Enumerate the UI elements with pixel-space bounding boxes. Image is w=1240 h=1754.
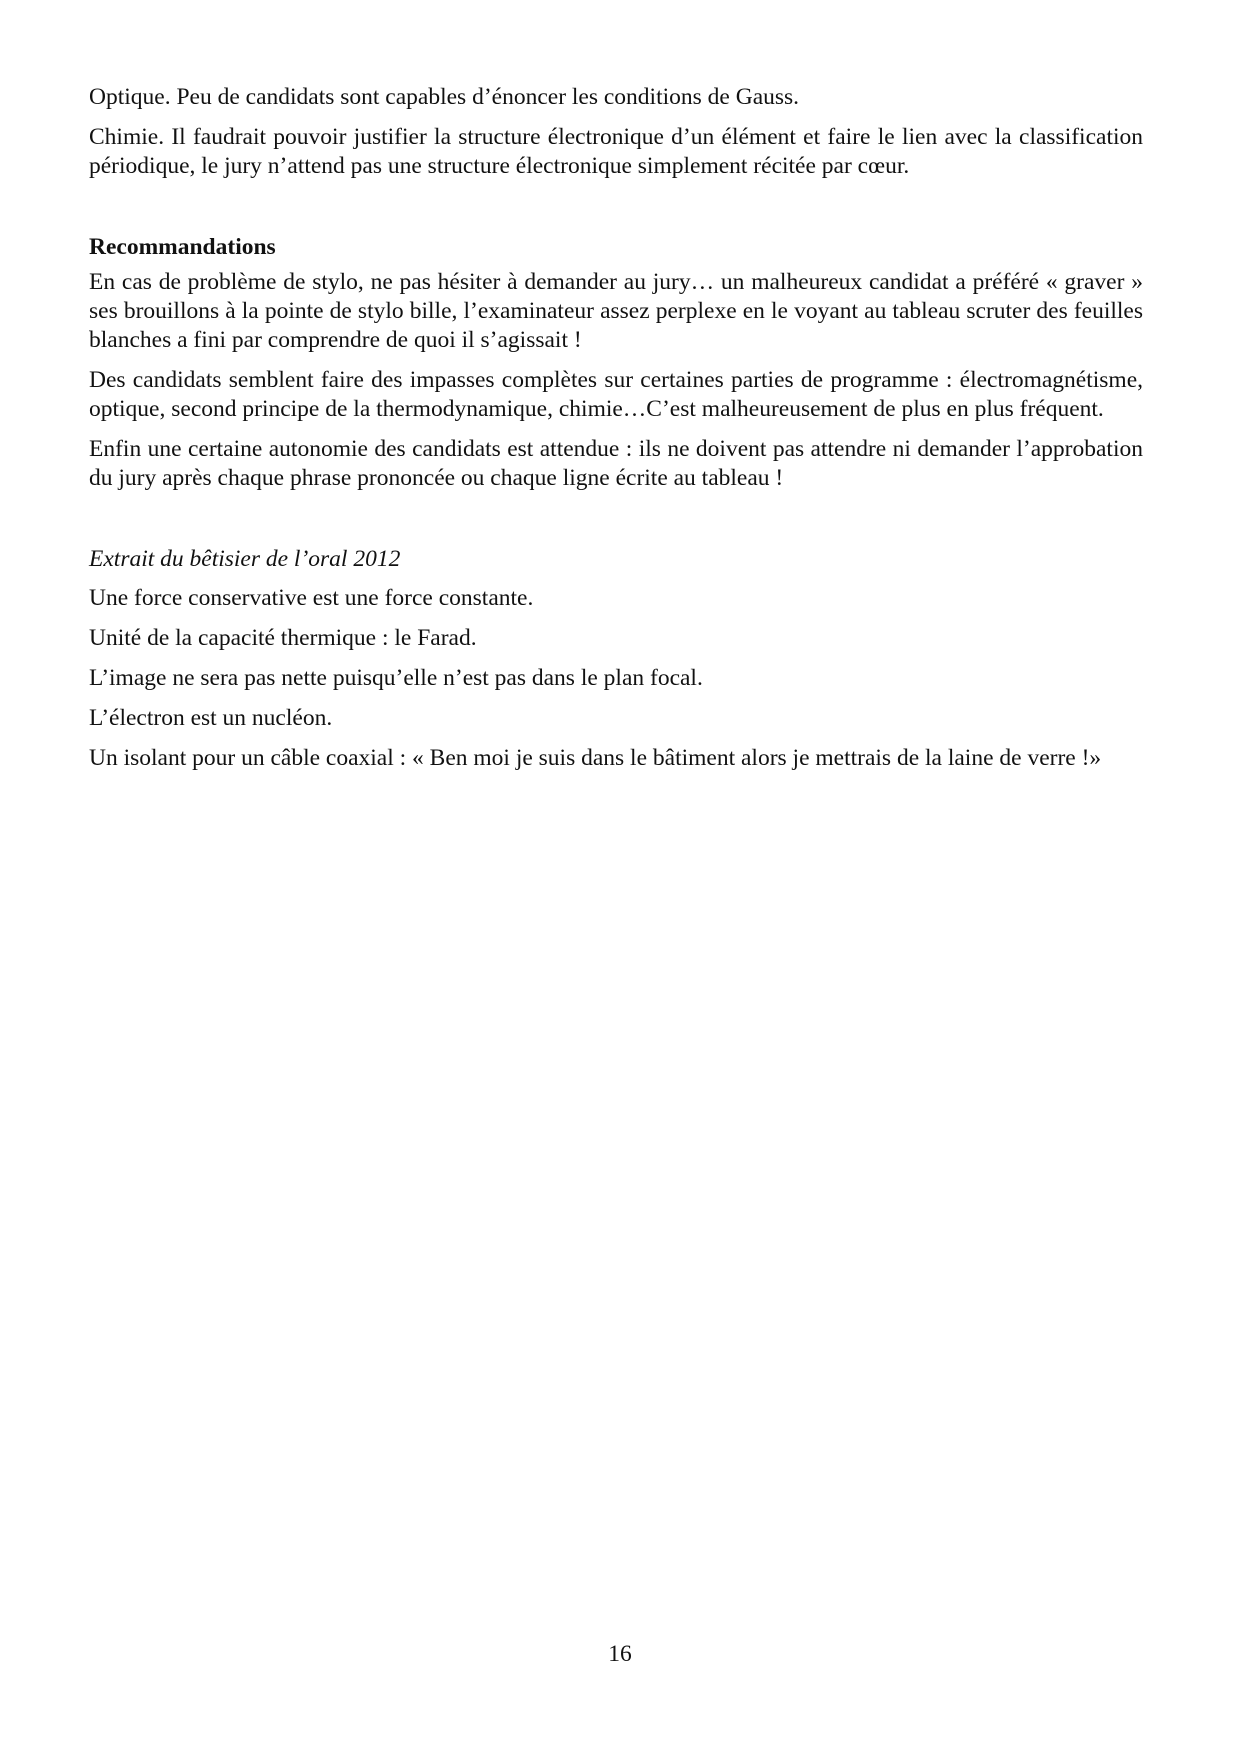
betisier-section bbox=[89, 545, 1143, 773]
page-number: 16 bbox=[608, 1641, 632, 1667]
recommendation-paragraph: Enfin une certaine autonomie des candidats est attendue : ils ne doivent pas attendre ni demander l’approbation du jury après chaque phrase prononcée ou chaque ligne écrite au tableau ! bbox=[89, 436, 1143, 491]
betisier-item: Une force conservative est une force constante. bbox=[89, 585, 534, 611]
betisier-item: Unité de la capacité thermique : le Farad. bbox=[89, 625, 477, 651]
betisier-heading: Extrait du bêtisier de l’oral 2012 bbox=[89, 546, 401, 572]
paragraph-optique: Optique. Peu de candidats sont capables d’énoncer les conditions de Gauss. bbox=[89, 84, 800, 110]
recommendations-section bbox=[89, 233, 1143, 493]
recommendation-paragraph: En cas de problème de stylo, ne pas hésiter à demander au jury… un malheureux candidat a préféré « graver » ses brouillons à la pointe de stylo bille, l’examinateur assez perplexe en le voyant au tableau scruter des feuilles blanches a fini par comprendre de quoi il s’agissait ! bbox=[89, 269, 1143, 353]
paragraph-chimie: Chimie. Il faudrait pouvoir justifier la structure électronique d’un élément et faire le lien avec la classification périodique, le jury n’attend pas une structure électronique simplement récitée par cœur. bbox=[89, 124, 1143, 179]
section-spacer bbox=[89, 504, 1143, 545]
betisier-item: L’image ne sera pas nette puisqu’elle n’est pas dans le plan focal. bbox=[89, 665, 703, 691]
recommendation-paragraph: Des candidats semblent faire des impasses complètes sur certaines parties de programme : électromagnétisme, optique, second principe de la thermodynamique, chimie…C’est malheureusement de plus en plus fréquent. bbox=[89, 367, 1143, 422]
betisier-item: L’électron est un nucléon. bbox=[89, 705, 333, 731]
recommendations-heading: Recommandations bbox=[89, 234, 276, 260]
document-body bbox=[89, 83, 1143, 784]
section-spacer bbox=[89, 192, 1143, 233]
betisier-item: Un isolant pour un câble coaxial : « Ben moi je suis dans le bâtiment alors je mettrais de la laine de verre !» bbox=[89, 745, 1102, 771]
